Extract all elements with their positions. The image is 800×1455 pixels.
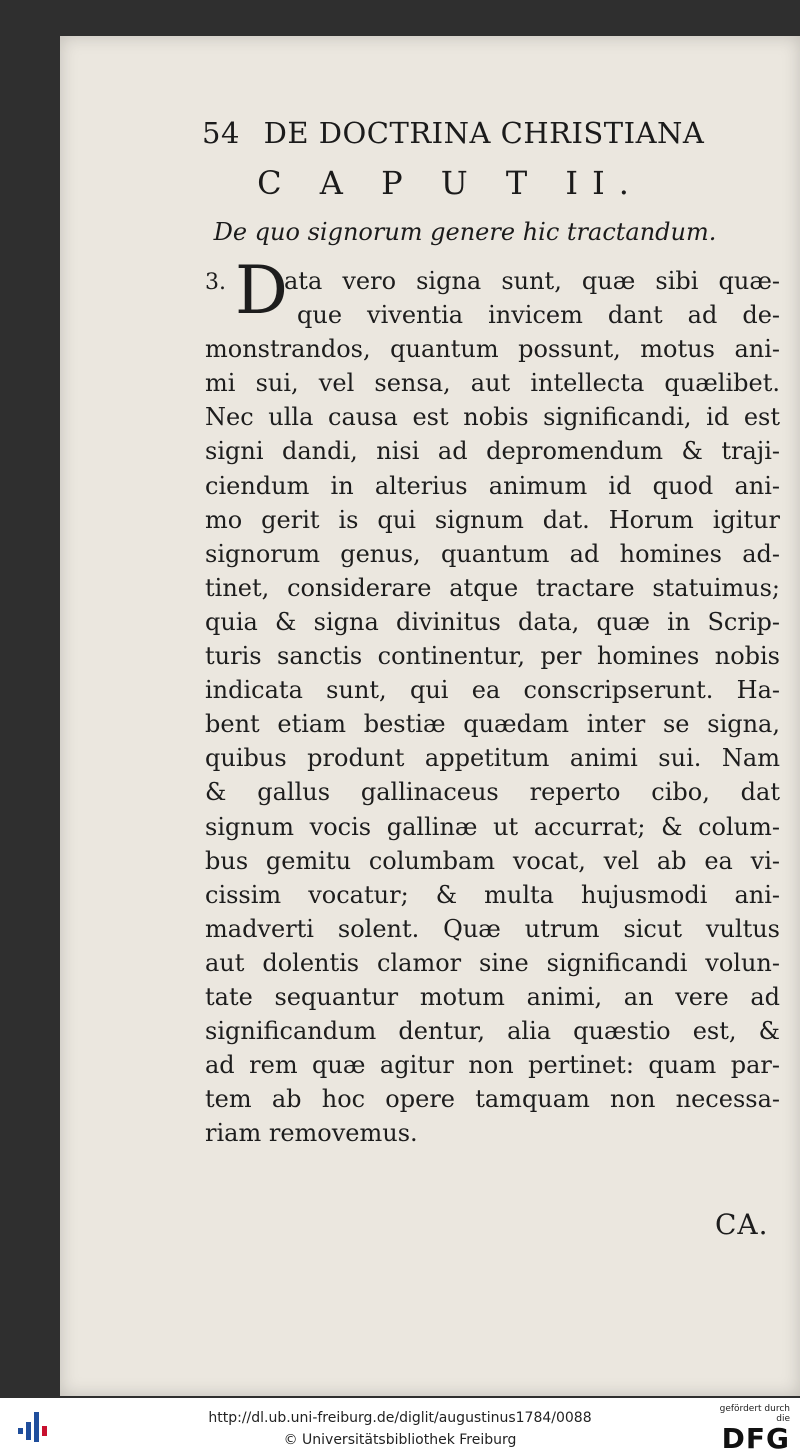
dfg-sponsor-logo [706, 1404, 790, 1455]
catchword: CA. [715, 1208, 769, 1241]
dfg-logo-text: DFG [721, 1422, 790, 1455]
chapter-subtitle: De quo signorum genere hic tractandum. [213, 218, 717, 246]
text-line: bus gemitu columbam vocat, vel ab ea vi- [205, 846, 780, 875]
text-line: tem ab hoc opere tamquam non necessa- [205, 1085, 780, 1114]
text-line: & gallus gallinaceus reperto cibo, dat [205, 778, 780, 807]
text-line: Nec ulla causa est nobis significandi, id est [205, 403, 780, 432]
sponsor-caption: gefördert durch die [719, 1404, 790, 1424]
page-number: 54 [202, 116, 240, 150]
text-line: tate sequantur motum animi, an vere ad [205, 982, 780, 1011]
chapter-title: C A P U T II. [257, 164, 643, 202]
text-line: quibus produnt appetitum animi sui. Nam [205, 744, 780, 773]
running-header [202, 116, 762, 150]
text-line: signum vocis gallinæ ut accurrat; & colum- [205, 812, 780, 841]
text-line: que viventia invicem dant ad de- [297, 301, 780, 330]
text-line: signi dandi, nisi ad depromendum & traji- [205, 437, 780, 466]
text-line: quia & signa divinitus data, quæ in Scrip- [205, 607, 780, 636]
viewer-footer [0, 1398, 800, 1455]
text-line: mi sui, vel sensa, aut intellecta quælibet. [205, 369, 780, 398]
text-line: signorum genus, quantum ad homines ad- [205, 539, 780, 568]
text-line: riam removemus. [205, 1119, 418, 1148]
text-line: tinet, considerare atque tractare statuimus; [205, 573, 780, 602]
text-line: indicata sunt, qui ea conscripserunt. Ha- [205, 676, 780, 705]
text-line: ciendum in alterius animum id quod ani- [205, 471, 780, 500]
running-title: DE DOCTRINA CHRISTIANA [263, 116, 705, 150]
text-line: significandum dentur, alia quæstio est, & [205, 1017, 780, 1046]
text-line: aut dolentis clamor sine significandi volun- [205, 948, 780, 977]
drop-cap: D [235, 252, 288, 329]
text-line: monstrandos, quantum possunt, motus ani- [205, 335, 780, 364]
section-number: 3. [205, 270, 226, 295]
text-line: bent etiam bestiæ quædam inter se signa, [205, 710, 780, 739]
permalink-url[interactable]: http://dl.ub.uni-freiburg.de/diglit/augustinus1784/0088 [208, 1410, 592, 1426]
text-line: mo gerit is qui signum dat. Horum igitur [205, 505, 780, 534]
text-line: madverti solent. Quæ utrum sicut vultus [205, 914, 780, 943]
text-line: cissim vocatur; & multa hujusmodi ani- [205, 880, 780, 909]
text-line: turis sanctis continentur, per homines nobis [205, 642, 780, 671]
text-line: ad rem quæ agitur non pertinet: quam par- [205, 1051, 780, 1080]
copyright-notice: © Universitätsbibliothek Freiburg [283, 1432, 517, 1448]
text-line: 3. ata vero signa sunt, quæ sibi quæ- [205, 267, 780, 295]
body-text [205, 252, 780, 1150]
book-page [60, 36, 800, 1396]
